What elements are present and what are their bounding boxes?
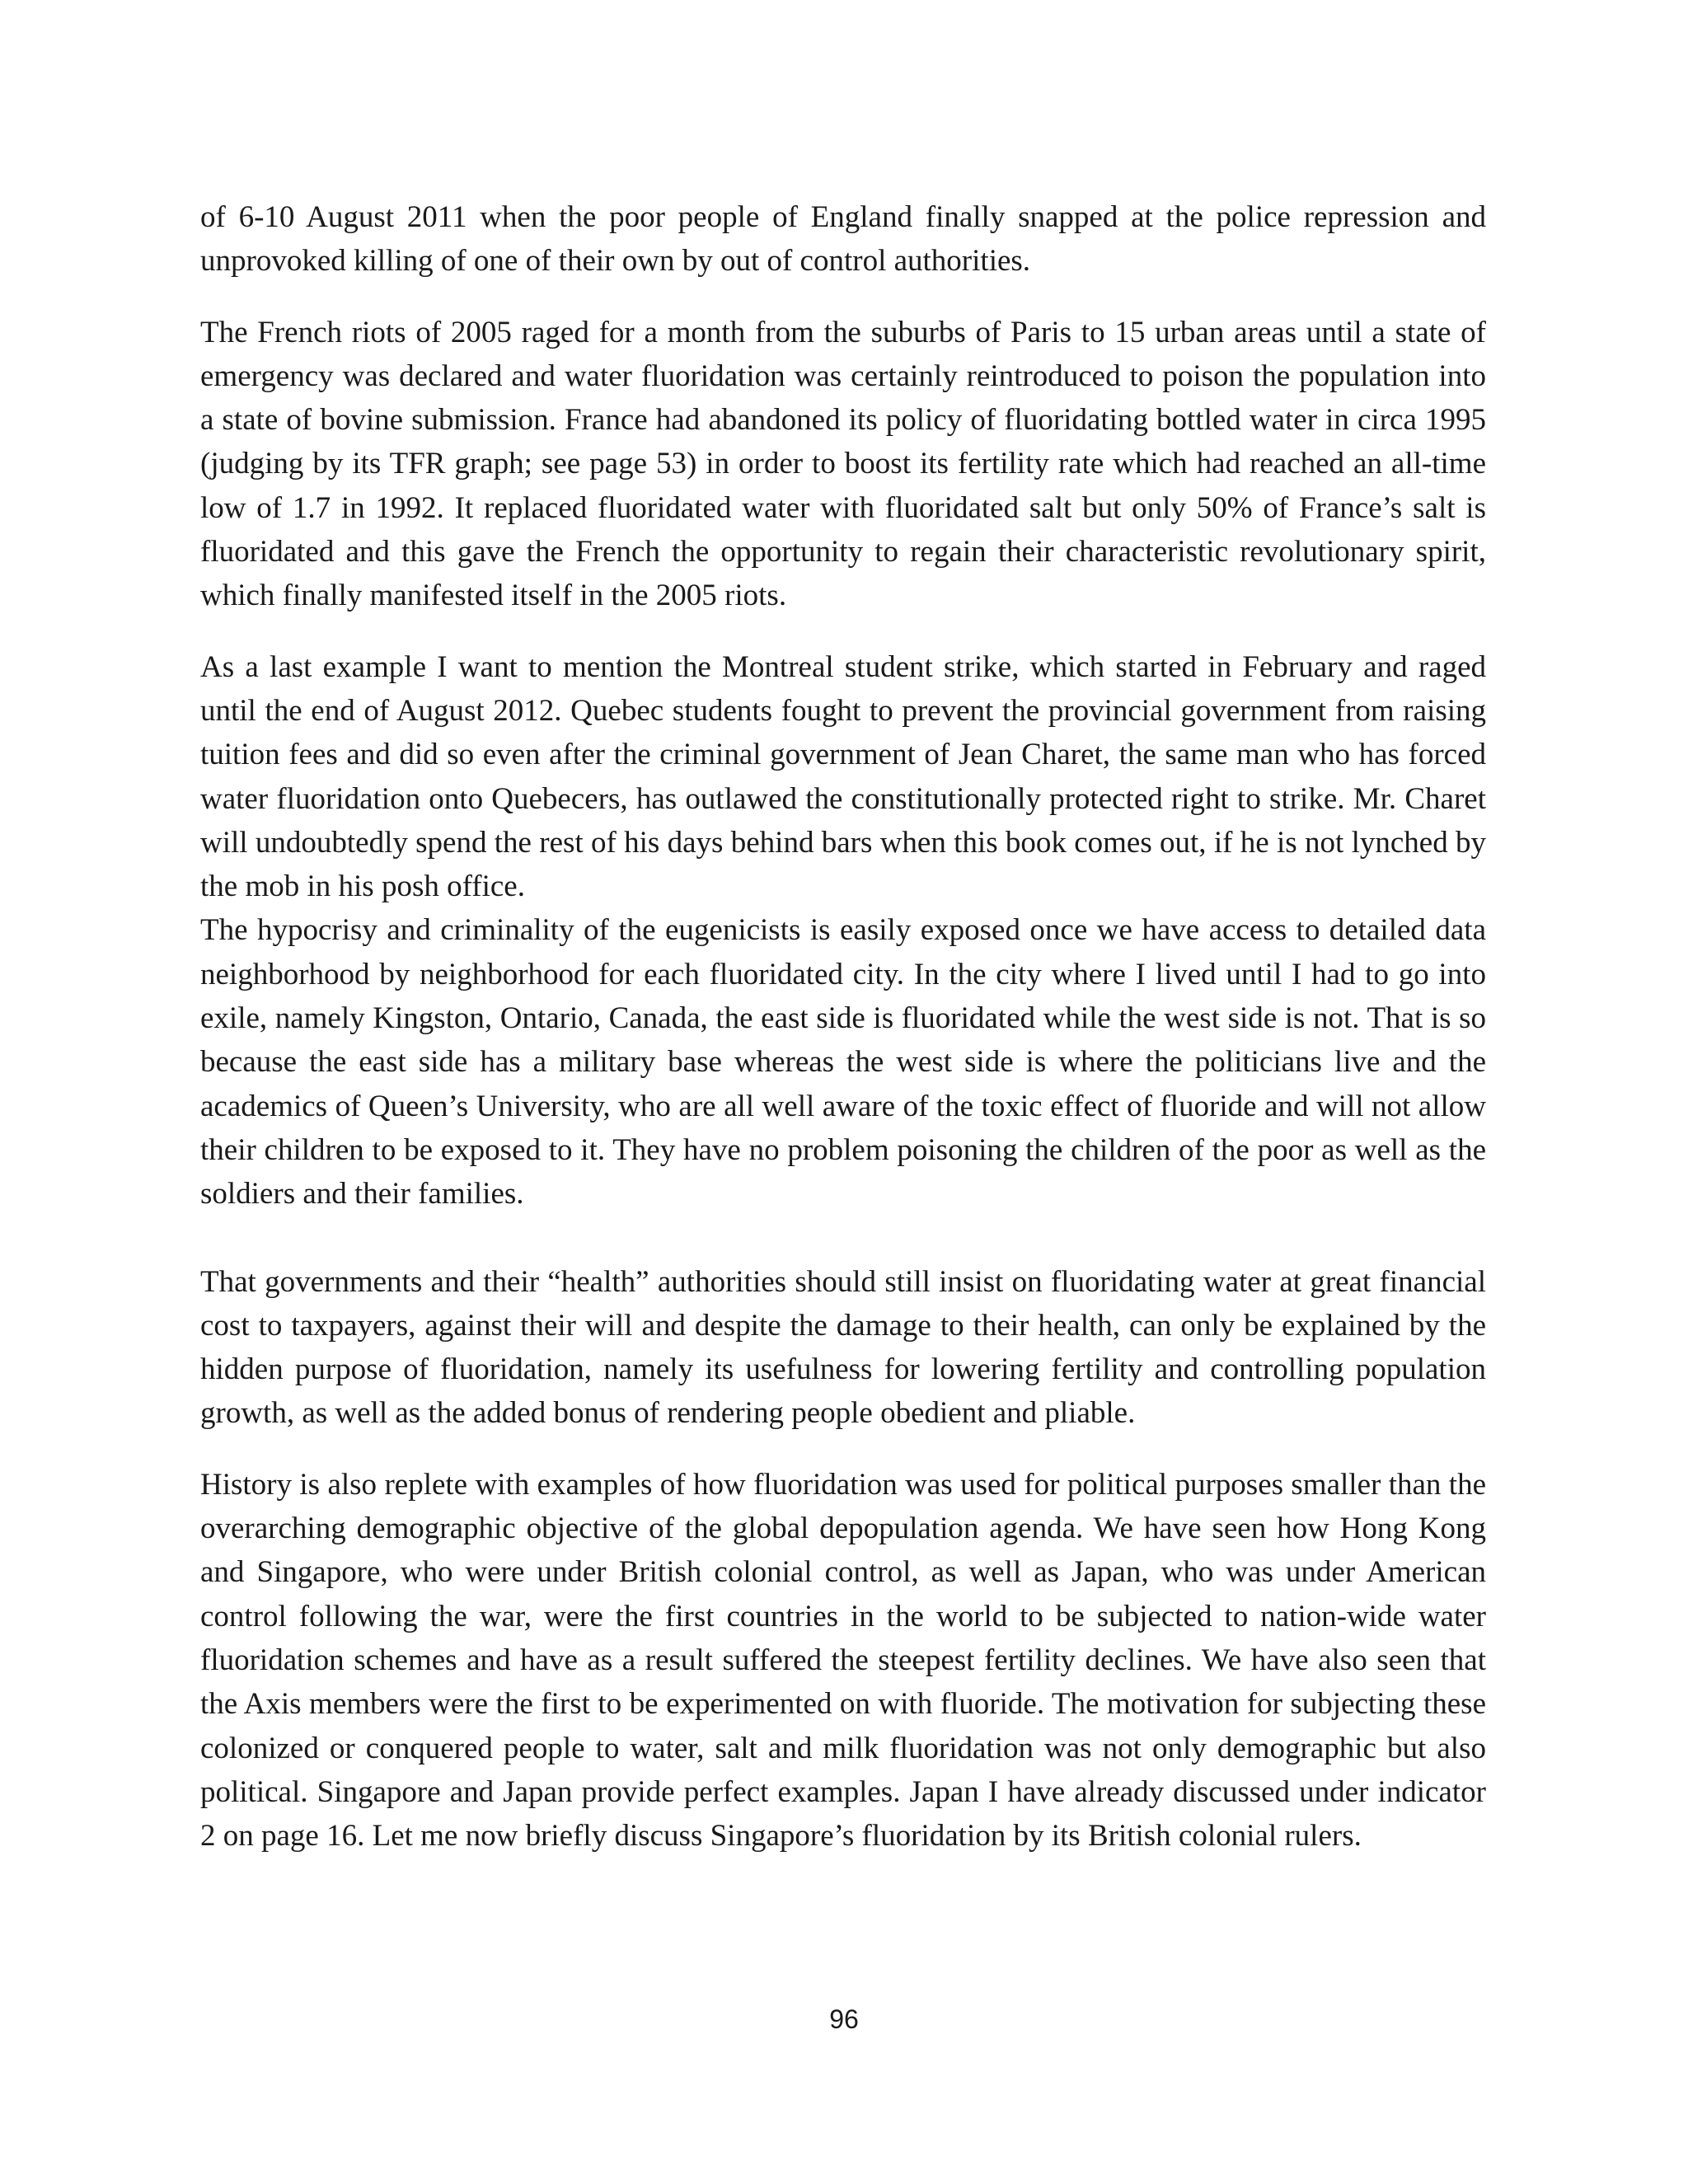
- paragraph-england-riots: of 6-10 August 2011 when the poor people of England finally snapped at the police repression and unprovoked killing of one of their own by out of control authorities.: [200, 200, 1486, 279]
- paragraph-kingston: The hypocrisy and criminality of the eugenicists is easily exposed once we have access to detailed data neighborhood by neighborhood for each fluoridated city. In the city where I lived until I had to go into exile, namely Kingston, Ontario, Canada, the east side is fluoridated while the west side is not. That is so because the east side has a military base whereas the west side is where the politicians live and the academics of Queen’s University, who are all well aware of the toxic effect of fluoride and will not allow their children to be exposed to it. They have no problem poisoning the children of the poor as well as the soldiers and their families.: [200, 913, 1486, 1212]
- paragraph-french-riots: The French riots of 2005 raged for a month from the suburbs of Paris to 15 urban areas until a state of emergency was declared and water fluoridation was certainly reintroduced to poison the population into a state of bovine submission. France had abandoned its policy of fluoridating bottled water in circa 1995 (judging by its TFR graph; see page 53) in order to boost its fertility rate which had reached an all-time low of 1.7 in 1992. It replaced fluoridated water with fluoridated salt but only 50% of France’s salt is fluoridated and this gave the French the opportunity to regain their characteristic revolutionary spirit, which finally manifested itself in the 2005 riots.: [200, 315, 1486, 613]
- body-text: [200, 195, 1486, 1885]
- page-number: 96: [829, 2004, 859, 2034]
- paragraph-history: History is also replete with examples of how fluoridation was used for political purposes smaller than the overarching demographic objective of the global depopulation agenda. We have seen how Hong Kong and Singapore, who were under British colonial control, as well as Japan, who was under American control following the war, were the first countries in the world to be subjected to nation-wide water fluoridation schemes and have as a result suffered the steepest fertility declines. We have also seen that the Axis members were the first to be experimented on with fluoride. The motivation for subjecting these colonized or conquered people to water, salt and milk fluoridation was not only demographic but also political. Singapore and Japan provide perfect examples. Japan I have already discussed under indicator 2 on page 16. Let me now briefly discuss Singapore’s fluoridation by its British colonial rulers.: [200, 1467, 1486, 1854]
- paragraph-montreal-strike: As a last example I want to mention the Montreal student strike, which started in February and raged until the end of August 2012. Quebec students fought to prevent the provincial government from raising tuition fees and did so even after the criminal government of Jean Charet, the same man who has forced water fluoridation onto Quebecers, has outlawed the constitutionally protected right to strike. Mr. Charet will undoubtedly spend the rest of his days behind bars when this book comes out, if he is not lynched by the mob in his posh office.: [200, 649, 1486, 904]
- paragraph-governments: That governments and their “health” authorities should still insist on fluoridating water at great financial cost to taxpayers, against their will and despite the damage to their health, can only be explained by the hidden purpose of fluoridation, namely its usefulness for lowering fertility and controlling population growth, as well as the added bonus of rendering people obedient and pliable.: [200, 1264, 1486, 1431]
